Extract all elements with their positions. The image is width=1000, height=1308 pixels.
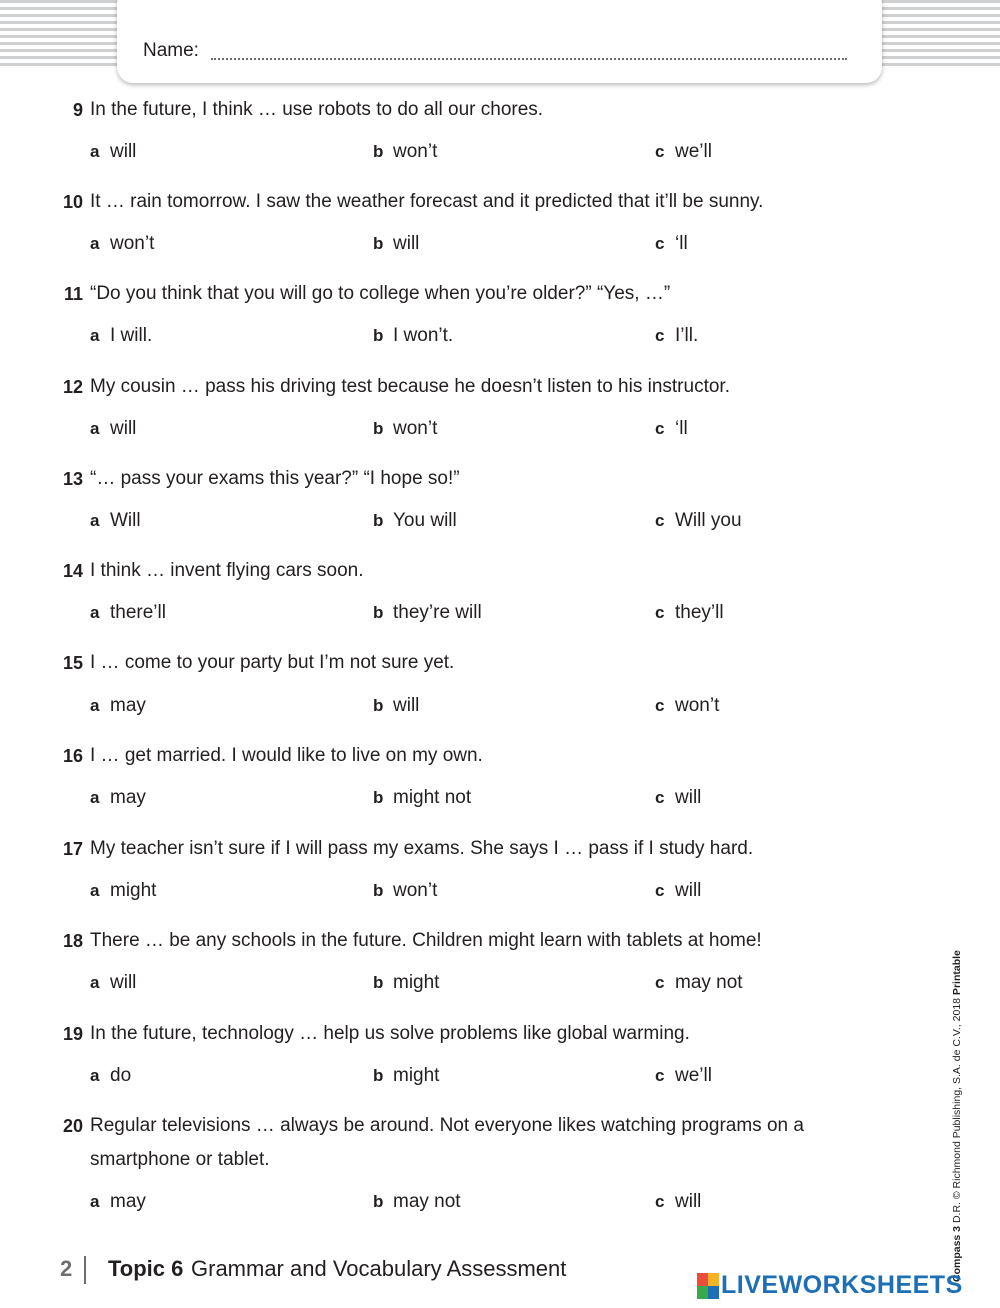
option-letter: c bbox=[655, 603, 665, 622]
option-a[interactable] bbox=[90, 599, 166, 627]
option-c[interactable] bbox=[655, 230, 688, 258]
question-text: My cousin … pass his driving test because he doesn’t listen to his instructor. bbox=[90, 376, 730, 397]
option-b[interactable] bbox=[373, 230, 419, 258]
option-c[interactable] bbox=[655, 138, 712, 166]
option-c[interactable] bbox=[655, 1188, 701, 1216]
option-text: won’t bbox=[393, 141, 438, 162]
option-b[interactable] bbox=[373, 877, 437, 905]
option-c[interactable] bbox=[655, 415, 688, 443]
option-b[interactable] bbox=[373, 1062, 439, 1090]
option-text: there’ll bbox=[110, 602, 166, 623]
option-letter: c bbox=[655, 234, 665, 253]
option-letter: c bbox=[655, 511, 665, 530]
question-number: 17 bbox=[62, 839, 83, 859]
footer-title: Grammar and Vocabulary Assessment bbox=[191, 1256, 567, 1281]
option-letter: b bbox=[373, 1192, 384, 1211]
option-a[interactable] bbox=[90, 1188, 146, 1216]
option-text: I will. bbox=[110, 325, 153, 346]
option-text: might not bbox=[393, 787, 472, 808]
option-a[interactable] bbox=[90, 692, 146, 720]
question-number: 9 bbox=[72, 100, 83, 120]
option-text: You will bbox=[393, 510, 457, 531]
question-number: 14 bbox=[62, 561, 83, 581]
option-letter: b bbox=[373, 234, 384, 253]
option-text: may not bbox=[393, 1191, 461, 1212]
liveworksheets-logo bbox=[697, 1271, 963, 1300]
question-number: 12 bbox=[62, 377, 83, 397]
option-letter: c bbox=[655, 419, 665, 438]
question-number: 16 bbox=[62, 746, 83, 766]
option-text: will bbox=[393, 233, 420, 254]
option-b[interactable] bbox=[373, 138, 437, 166]
credit-book: Compass 3 bbox=[951, 1225, 963, 1282]
option-letter: b bbox=[373, 326, 384, 345]
option-a[interactable] bbox=[90, 784, 146, 812]
question-text: I … come to your party but I’m not sure yet. bbox=[90, 652, 455, 673]
question-13 bbox=[0, 465, 1000, 531]
question-number: 15 bbox=[62, 653, 83, 673]
name-input-line[interactable] bbox=[211, 58, 847, 60]
option-a[interactable] bbox=[90, 877, 156, 905]
option-text: may bbox=[110, 1191, 146, 1212]
copyright-credit bbox=[951, 950, 963, 1282]
option-text: won’t bbox=[110, 233, 155, 254]
option-text: they’ll bbox=[675, 602, 724, 623]
option-text: may not bbox=[675, 972, 743, 993]
question-text: It … rain tomorrow. I saw the weather forecast and it predicted that it’ll be sunny. bbox=[90, 191, 764, 212]
option-b[interactable] bbox=[373, 599, 482, 627]
option-a[interactable] bbox=[90, 507, 141, 535]
option-text: will bbox=[675, 1191, 702, 1212]
option-letter: a bbox=[90, 234, 100, 253]
option-letter: a bbox=[90, 881, 100, 900]
option-b[interactable] bbox=[373, 415, 437, 443]
option-letter: c bbox=[655, 1066, 665, 1085]
option-text: I won’t. bbox=[393, 325, 454, 346]
question-number: 10 bbox=[62, 192, 83, 212]
question-text: Regular televisions … always be around. Not everyone likes watching programs on a smartphone or tablet. bbox=[90, 1115, 804, 1170]
option-c[interactable] bbox=[655, 969, 743, 997]
question-text: “… pass your exams this year?” “I hope so!” bbox=[90, 468, 460, 489]
option-letter: a bbox=[90, 326, 100, 345]
option-letter: a bbox=[90, 142, 100, 161]
name-card bbox=[117, 0, 882, 83]
option-text: will bbox=[110, 141, 137, 162]
option-letter: b bbox=[373, 511, 384, 530]
question-text: I … get married. I would like to live on my own. bbox=[90, 745, 483, 766]
question-16 bbox=[0, 742, 1000, 808]
option-text: might bbox=[393, 972, 440, 993]
option-letter: c bbox=[655, 973, 665, 992]
liveworksheets-wordmark: LIVEWORKSHEETS bbox=[721, 1271, 963, 1299]
option-a[interactable] bbox=[90, 415, 136, 443]
option-letter: a bbox=[90, 603, 100, 622]
option-letter: b bbox=[373, 881, 384, 900]
option-letter: a bbox=[90, 788, 100, 807]
question-17 bbox=[0, 835, 1000, 901]
option-letter: b bbox=[373, 1066, 384, 1085]
question-number: 19 bbox=[62, 1024, 83, 1044]
option-c[interactable] bbox=[655, 322, 698, 350]
question-text: I think … invent flying cars soon. bbox=[90, 560, 364, 581]
question-text: In the future, I think … use robots to do all our chores. bbox=[90, 99, 544, 120]
option-text: might bbox=[393, 1065, 440, 1086]
footer-topic: Topic 6 bbox=[108, 1256, 184, 1281]
option-b[interactable] bbox=[373, 784, 471, 812]
question-number: 11 bbox=[63, 284, 83, 304]
option-a[interactable] bbox=[90, 322, 152, 350]
question-text: My teacher isn’t sure if I will pass my exams. She says I … pass if I study hard. bbox=[90, 838, 754, 859]
option-letter: a bbox=[90, 419, 100, 438]
option-letter: a bbox=[90, 973, 100, 992]
option-letter: a bbox=[90, 696, 100, 715]
option-letter: b bbox=[373, 603, 384, 622]
footer-divider bbox=[84, 1256, 86, 1284]
option-letter: a bbox=[90, 1192, 100, 1211]
option-letter: b bbox=[373, 419, 384, 438]
option-text: we’ll bbox=[675, 141, 712, 162]
option-text: they’re will bbox=[393, 602, 482, 623]
option-letter: a bbox=[90, 1066, 100, 1085]
option-letter: a bbox=[90, 511, 100, 530]
option-text: we’ll bbox=[675, 1065, 712, 1086]
page-number: 2 bbox=[60, 1256, 73, 1281]
option-a[interactable] bbox=[90, 1062, 131, 1090]
option-b[interactable] bbox=[373, 692, 419, 720]
option-c[interactable] bbox=[655, 507, 742, 535]
liveworksheets-icon bbox=[697, 1273, 719, 1299]
question-number: 18 bbox=[62, 931, 83, 951]
question-number: 13 bbox=[62, 469, 83, 489]
option-c[interactable] bbox=[655, 1062, 712, 1090]
option-letter: c bbox=[655, 881, 665, 900]
question-11 bbox=[0, 280, 1000, 346]
option-text: I’ll. bbox=[675, 325, 699, 346]
question-14 bbox=[0, 557, 1000, 623]
credit-printable: Printable bbox=[951, 950, 963, 996]
option-letter: b bbox=[373, 142, 384, 161]
option-b[interactable] bbox=[373, 322, 453, 350]
question-10 bbox=[0, 188, 1000, 254]
option-text: will bbox=[110, 972, 137, 993]
option-c[interactable] bbox=[655, 784, 701, 812]
question-20 bbox=[0, 1112, 1000, 1212]
option-letter: b bbox=[373, 696, 384, 715]
option-letter: c bbox=[655, 142, 665, 161]
option-text: will bbox=[675, 880, 702, 901]
question-9 bbox=[0, 96, 1000, 162]
option-text: will bbox=[675, 787, 702, 808]
option-text: may bbox=[110, 787, 146, 808]
question-text: In the future, technology … help us solve problems like global warming. bbox=[90, 1023, 690, 1044]
question-19 bbox=[0, 1020, 1000, 1086]
option-letter: b bbox=[373, 973, 384, 992]
option-a[interactable] bbox=[90, 138, 136, 166]
question-12 bbox=[0, 373, 1000, 439]
option-text: will bbox=[110, 418, 137, 439]
option-text: do bbox=[110, 1065, 132, 1086]
option-c[interactable] bbox=[655, 599, 724, 627]
question-number: 20 bbox=[62, 1116, 83, 1136]
question-15 bbox=[0, 649, 1000, 716]
option-letter: c bbox=[655, 696, 665, 715]
option-text: won’t bbox=[393, 418, 438, 439]
option-letter: b bbox=[373, 788, 384, 807]
option-text: ‘ll bbox=[675, 233, 688, 254]
option-text: won’t bbox=[393, 880, 438, 901]
name-label: Name: bbox=[143, 40, 199, 61]
question-text: “Do you think that you will go to college when you’re older?” “Yes, …” bbox=[90, 283, 671, 304]
credit-rights: D.R. © Richmond Publishing, S.A. de C.V., 2018 bbox=[951, 997, 963, 1224]
option-b[interactable] bbox=[373, 969, 439, 997]
option-letter: c bbox=[655, 1192, 665, 1211]
option-text: ‘ll bbox=[675, 418, 688, 439]
option-letter: c bbox=[655, 326, 665, 345]
option-c[interactable] bbox=[655, 877, 701, 905]
option-text: may bbox=[110, 695, 146, 716]
option-text: won’t bbox=[675, 695, 720, 716]
option-b[interactable] bbox=[373, 507, 457, 535]
option-b[interactable] bbox=[373, 1188, 461, 1216]
option-text: Will bbox=[110, 510, 141, 531]
option-text: will bbox=[393, 695, 420, 716]
question-text: There … be any schools in the future. Children might learn with tablets at home! bbox=[90, 930, 762, 951]
option-a[interactable] bbox=[90, 230, 154, 258]
option-c[interactable] bbox=[655, 692, 719, 720]
option-a[interactable] bbox=[90, 969, 136, 997]
option-text: Will you bbox=[675, 510, 742, 531]
option-text: might bbox=[110, 880, 157, 901]
option-letter: c bbox=[655, 788, 665, 807]
